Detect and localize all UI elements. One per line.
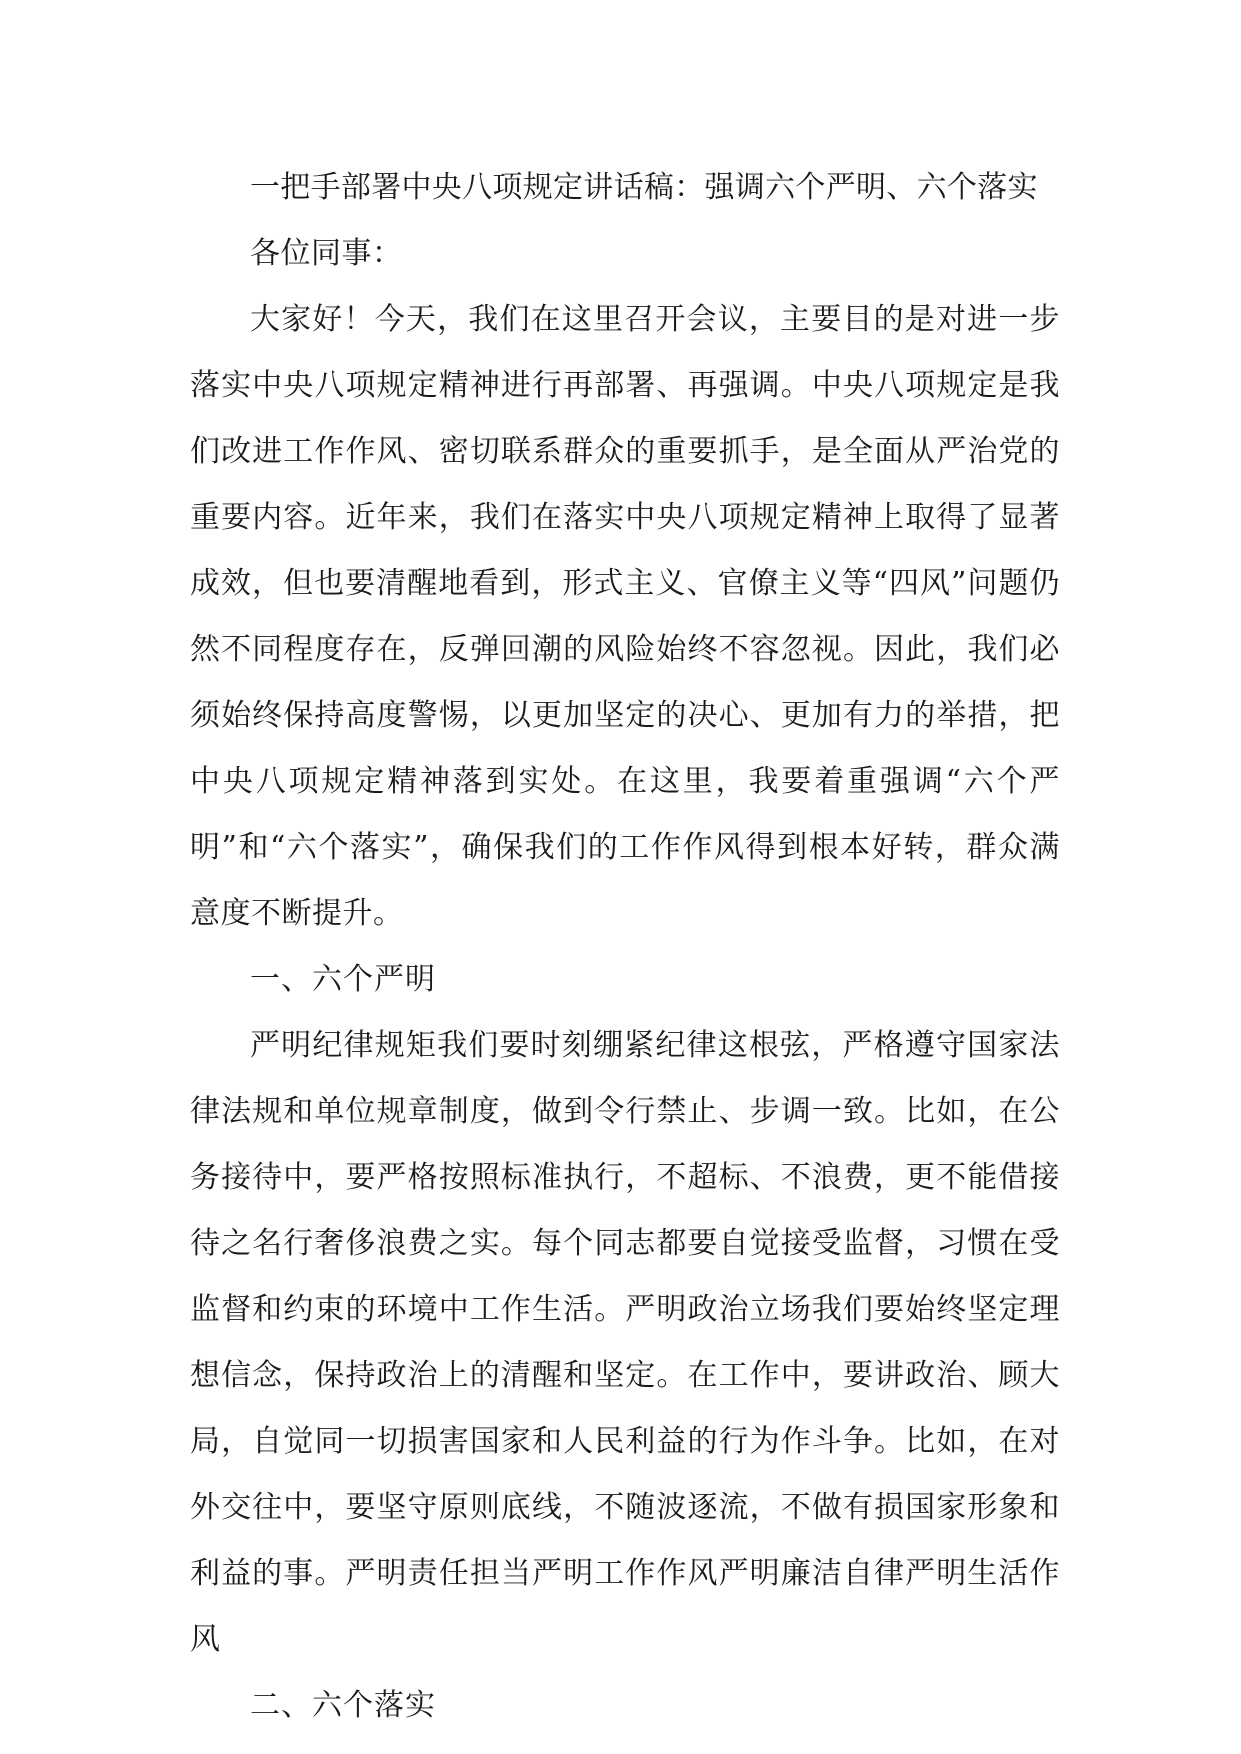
document-body bbox=[190, 155, 1060, 1739]
section-heading-2: 二、六个落实 bbox=[250, 1688, 436, 1723]
intro-paragraph: 大家好！今天，我们在这里召开会议，主要目的是对进一步落实中央八项规定精神进行再部署、再强调。中央八项规定是我们改进工作作风、密切联系群众的重要抓手，是全面从严治党的重要内容。近年来，我们在落实中央八项规定精神上取得了显著成效，但也要清醒地看到，形式主义、官僚主义等“四风”问题仍然不同程度存在，反弹回潮的风险始终不容忽视。因此，我们必须始终保持高度警惕，以更加坚定的决心、更加有力的举措，把中央八项规定精神落到实处。在这里，我要着重强调“六个严明”和“六个落实”，确保我们的工作作风得到根本好转，群众满意度不断提升。 bbox=[190, 302, 1060, 931]
document-title: 一把手部署中央八项规定讲话稿：强调六个严明、六个落实 bbox=[250, 170, 1038, 205]
section-paragraph-1: 严明纪律规矩我们要时刻绷紧纪律这根弦，严格遵守国家法律法规和单位规章制度，做到令行禁止、步调一致。比如，在公务接待中，要严格按照标准执行，不超标、不浪费，更不能借接待之名行奢侈浪费之实。每个同志都要自觉接受监督，习惯在受监督和约束的环境中工作生活。严明政治立场我们要始终坚定理想信念，保持政治上的清醒和坚定。在工作中，要讲政治、顾大局，自觉同一切损害国家和人民利益的行为作斗争。比如，在对外交往中，要坚守原则底线，不随波逐流，不做有损国家形象和利益的事。严明责任担当严明工作作风严明廉洁自律严明生活作风 bbox=[190, 1028, 1060, 1657]
section-heading-1: 一、六个严明 bbox=[250, 962, 436, 997]
salutation: 各位同事： bbox=[250, 236, 403, 271]
